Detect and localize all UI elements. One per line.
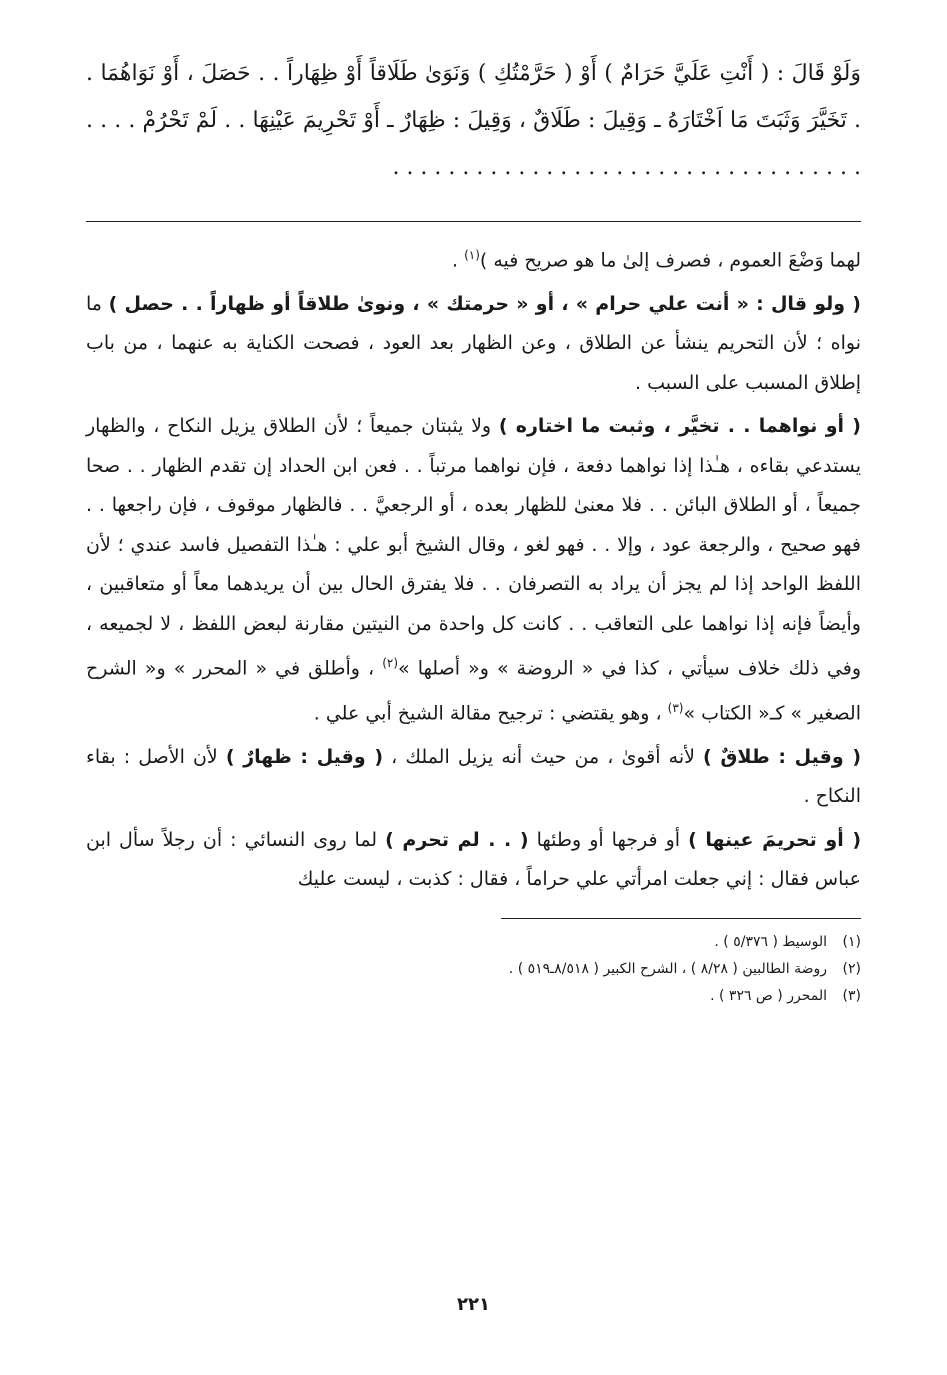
matn-divider xyxy=(86,221,861,222)
quoted-matn: ( أو نواهما . . تخيَّر ، وثبت ما اختاره ) xyxy=(498,415,861,438)
matn-text xyxy=(86,50,861,191)
footnotes xyxy=(86,929,861,1010)
book-page xyxy=(86,50,861,1375)
footnote-2: (٢)روضة الطالبين ( ٨/٢٨ ) ، الشرح الكبير ( ٨/٥١٨ـ٥١٩ ) . xyxy=(508,960,861,977)
footnote-ref-2: (٢) xyxy=(382,656,399,671)
matn-dots: . . . . . . . . . . . . . . . . . . . . . . . . . . . . . . . . . . . . . xyxy=(86,108,861,180)
quoted-matn: ( وقيل : ظهارٌ ) xyxy=(225,745,384,768)
matn-body: وَلَوْ قَالَ : ( أَنْتِ عَلَيَّ حَرَامٌ ) أَوْ ( حَرَّمْتُكِ ) وَنَوَىٰ طَلَاقاً أَوْ ظِهَاراً . . حَصَلَ ، أَوْ نَوَاهُمَا . . تَخَيَّرَ وَثَبَتَ مَا اَخْتَارَهُ ـ وَقِيلَ : طَلَاقٌ ، وَقِيلَ : ظِهَارٌ ـ أَوْ تَحْرِيمَ عَيْنِهَا . . لَمْ تَحْرُمْ . xyxy=(86,61,861,133)
sharh-commentary xyxy=(86,236,861,900)
sharh-paragraph-3: ( أو نواهما . . تخيَّر ، وثبت ما اختاره ) ولا يثبتان جميعاً ؛ لأن الطلاق يزيل النكاح ، والظهار يستدعي بقاءه ، هـٰذا إذا نواهما دفعة ، فإن نواهما مرتباً . . فعن ابن الحداد إن تقدم الظهار . . صحا جميعاً ، أو الطلاق البائن . . فلا معنىٰ للظهار بعده ، أو الرجعيَّ . . فالظهار موقوف ، فإن راجعها . . فهو صحيح ، والرجعة عود ، وإلا . . فهو لغو ، وقال الشيخ أبو علي : هـٰذا التفصيل فاسد عندي ؛ لأن اللفظ الواحد إذا لم يجز أن يراد به التصرفان . . فلا يفترق الحال بين أن يريدهما معاً أو متعاقبين ، وأيضاً فإنه إذا نواهما على التعاقب . . كانت كل واحدة من النيتين مقارنة لبعض اللفظ ، لا لجميعه ، وفي ذلك خلاف سيأتي ، كذا في « الروضة » و« أصلها »$^{(٢)}$ ، وأطلق في « المحرر » و« الشرح الصغير » كـ« الكتاب »$^{(٣)}$ ، وهو يقتضي : ترجيح مقالة الشيخ أبي علي . xyxy=(86,415,862,725)
quoted-matn: ( ولو قال : « أنت علي حرام » ، أو « حرمتك » ، ونوىٰ طلاقاً أو ظهاراً . . حصل ) xyxy=(108,292,861,315)
sharh-paragraph-2: ( ولو قال : « أنت علي حرام » ، أو « حرمتك » ، ونوىٰ طلاقاً أو ظهاراً . . حصل ) ما نواه ؛ لأن التحريم ينشأ عن الطلاق ، وعن الظهار بعد العود ، فصحت الكناية به عنهما ، من باب إطلاق المسبب على السبب . xyxy=(86,292,861,394)
footnote-1: (١)الوسيط ( ٥/٣٧٦ ) . xyxy=(714,933,861,950)
footnote-divider xyxy=(501,918,861,919)
quoted-matn: ( وقيل : طلاقٌ ) xyxy=(703,745,862,768)
page-number: ٢٢١ xyxy=(457,1294,490,1315)
sharh-paragraph-1: لهما وَضْعَ العموم ، فصرف إلىٰ ما هو صريح فيه )$^{(١)}$ . xyxy=(451,248,861,272)
quoted-matn: ( أو تحريمَ عينها ) xyxy=(688,828,862,851)
footnote-ref-3: (٣) xyxy=(667,701,684,716)
sharh-paragraph-4: ( وقيل : طلاقٌ ) لأنه أقوىٰ ، من حيث أنه يزيل الملك ، ( وقيل : ظهارٌ ) لأن الأصل : بقاء النكاح . xyxy=(86,745,862,808)
footnote-3: (٣)المحرر ( ص ٣٢٦ ) . xyxy=(710,987,861,1004)
footnote-ref-1: (١) xyxy=(464,248,480,262)
quoted-matn: ( . . لم تحرم ) xyxy=(385,828,529,851)
sharh-paragraph-5: ( أو تحريمَ عينها ) أو فرجها أو وطئها ( . . لم تحرم ) لما روى النسائي : أن رجلاً سأل ابن عباس فقال : إني جعلت امرأتي علي حراماً ، فقال : كذبت ، ليست عليك xyxy=(86,828,862,891)
